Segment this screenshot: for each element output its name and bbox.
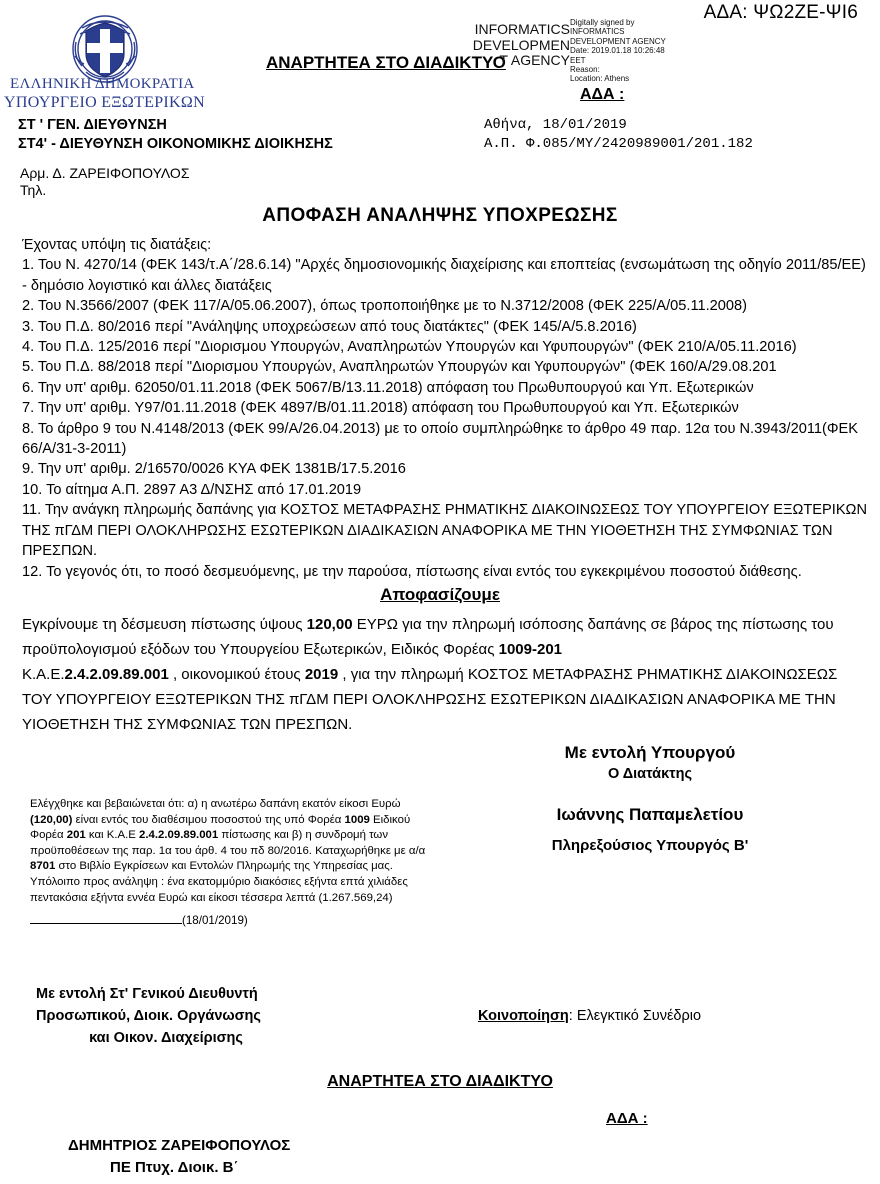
registry-number: 8701 bbox=[30, 860, 56, 873]
signature-location: Location: Athens bbox=[570, 74, 630, 84]
certification-text-6: στο Βιβλίο Εγκρίσεων και Εντολών Πληρωμής της Υπηρεσίας μας. bbox=[55, 860, 393, 873]
remaining-balance-text: Υπόλοιπο προς ανάληψη : ένα εκατομμύριο διακόσιες εξήντα επτά χιλιάδες πεντακόσια εξήντα εννέα Ευρώ και είκοσι τέσσερα λεπτά (1.267.569,24) bbox=[30, 875, 408, 904]
director-order-block bbox=[36, 983, 296, 1049]
fiscal-year: 2019 bbox=[304, 666, 339, 683]
digital-signature-stamp-title bbox=[466, 22, 570, 69]
provision-item: 2. Του Ν.3566/2007 (ΦΕΚ 117/Α/05.06.2007), όπως τροποποιήθηκε με το Ν.3712/2008 (ΦΕΚ 225/Α/05.11.2008) bbox=[22, 298, 747, 315]
ministry-label: ΥΠΟΥΡΓΕΙΟ ΕΞΩΤΕΡΙΚΩΝ bbox=[4, 94, 205, 111]
certification-special-agency: 201 bbox=[66, 829, 86, 842]
order-line-2: Προσωπικού, Διοικ. Οργάνωσης bbox=[36, 1008, 261, 1024]
decision-text-d: , για την πληρωμή ΚΟΣΤΟΣ ΜΕΤΑΦΡΑΣΗΣ ΡΗΜΑΤΙΚΗΣ ΔΙΑΚΟΙΝΩΣΕΩΣ ΤΟΥ ΥΠΟΥΡΓΕΙΟΥ ΕΞΩΤΕΡΙΚΩΝ ΤΗΣ πΓΔΜ ΠΕΡΙ ΟΛΟΚΛΗΡΩΣΗΣ ΕΣΩΤΕΡΙΚΩΝ ΔΙΑΔΙΚΑΣΙΩΝ ΑΝΑΦΟΡΙΚΑ ΜΕ ΤΗΝ ΥΙΟΘΕΤΗΣΗ ΤΗΣ ΣΥΜΦΩΝΙΑΣ ΤΩΝ ΠΡΕΣΠΩΝ. bbox=[22, 666, 838, 733]
signature-date: Date: 2019.01.18 10:26:48 bbox=[570, 46, 665, 56]
order-line-1: Με εντολή Στ' Γενικού Διευθυντή bbox=[36, 986, 258, 1002]
contact-person: Αρμ. Δ. ΖΑΡΕΙΦΟΠΟΥΛΟΣ bbox=[20, 165, 190, 181]
special-agency-code: 1009-201 bbox=[498, 641, 563, 658]
republic-label: ΕΛΛΗΝΙΚΗ ΔΗΜΟΚΡΑΤΙΑ bbox=[10, 76, 195, 92]
certification-date: (18/01/2019) bbox=[182, 914, 248, 928]
department-financial-administration: ΣΤ4' - ΔΙΕΥΘΥΝΣΗ ΟΙΚΟΝΟΜΙΚΗΣ ΔΙΟΙΚΗΣΗΣ bbox=[18, 136, 333, 152]
provision-item: 4. Του Π.Δ. 125/2016 περί "Διορισμου Υπουργών, Αναπληρωτών Υπουργών και Υφυπουργών" (ΦΕΚ 210/Α/05.11.2016) bbox=[22, 339, 797, 356]
provision-item: 5. Του Π.Δ. 88/2018 περί "Διορισμου Υπουργών, Αναπληρωτών Υπουργών και Υφυπουργών" (ΦΕΚ 160/Α/29.08.201 bbox=[22, 359, 777, 376]
provision-item: 3. Του Π.Δ. 80/2016 περί "Ανάληψης υποχρεώσεων από τους διατάκτες" (ΦΕΚ 145/Α/5.8.2016) bbox=[22, 318, 637, 335]
signature-line bbox=[30, 912, 182, 924]
authorizing-officer-role: Ο Διατάκτης bbox=[607, 766, 693, 782]
provisions-intro: Έχοντας υπόψη τις διατάξεις: bbox=[22, 237, 212, 253]
provision-item: 7. Την υπ' αριθμ. Υ97/01.11.2018 (ΦΕΚ 4897/Β/01.11.2018) απόφαση του Πρωθυπουργού και Υπ. Εξωτερικών bbox=[22, 400, 739, 417]
signer-org-1: INFORMATICS bbox=[570, 27, 625, 37]
kae-label: Κ.Α.Ε. bbox=[22, 666, 65, 683]
ada-label-top: ΑΔΑ : bbox=[580, 86, 625, 103]
provision-item: 9. Την υπ' αριθμ. 2/16570/0026 ΚΥΑ ΦΕΚ 1381Β/17.5.2016 bbox=[22, 461, 406, 478]
decision-text-a: Εγκρίνουμε τη δέσμευση πίστωσης ύψους bbox=[22, 616, 307, 633]
decision-text-c: , οικονομικού έτους bbox=[168, 666, 305, 683]
decision-heading: Αποφασίζουμε bbox=[380, 585, 500, 604]
stamp-line-1: INFORMATICS bbox=[474, 21, 570, 37]
notification-label: Κοινοποίηση bbox=[478, 1008, 569, 1024]
signer-name: Ιωάννης Παπαμελετίου bbox=[556, 805, 744, 824]
certification-signature-row bbox=[30, 912, 430, 930]
provision-item: 1. Του Ν. 4270/14 (ΦΕΚ 143/τ.Α΄/28.6.14) "Αρχές δημοσιονομικής διαχείρισης και εποπτείας (ενσωμάτωση της οδηγίο 2011/85/ΕΕ) - δημόσιο λογιστικό και άλλες διατάξεις bbox=[22, 257, 866, 294]
department-general-directorate: ΣΤ ' ΓΕΝ. ΔΙΕΥΘΥΝΣΗ bbox=[18, 117, 167, 133]
by-order-of-minister: Με εντολή Υπουργού bbox=[564, 743, 736, 762]
signature-timezone: EET bbox=[570, 55, 586, 65]
contact-telephone: Τηλ. bbox=[20, 182, 47, 198]
provision-item: 8. Το άρθρο 9 του Ν.4148/2013 (ΦΕΚ 99/Α/26.04.2013) με το οποίο συμπληρώθηκε το άρθρο 49 παρ. 12α του Ν.3943/2011(ΦΕΚ 66/Α/31-3-2011) bbox=[22, 420, 858, 458]
signer-org-2: DEVELOPMENT AGENCY bbox=[570, 36, 666, 46]
decision-text-b: ΕΥΡΩ για την πληρωμή ισόποσης δαπάνης σε βάρος της πίστωσης του προϋπολογισμού εξόδων του Υπουργείου Εξωτερικών, Ειδικός Φορέας bbox=[22, 616, 834, 658]
decision-body bbox=[22, 612, 866, 737]
greek-coat-of-arms-emblem bbox=[62, 12, 148, 86]
ada-code: ΑΔΑ: ΨΩ2ΖΕ-ΨΙ6 bbox=[703, 2, 858, 23]
clerk-name: ΔΗΜΗΤΡΙΟΣ ΖΑΡΕΙΦΟΠΟΥΛΟΣ bbox=[68, 1137, 291, 1154]
clerk-title: ΠΕ Πτυχ. Διοικ. Β΄ bbox=[110, 1159, 239, 1176]
protocol-number: Α.Π. Φ.085/ΜΥ/2420989001/201.182 bbox=[484, 136, 753, 152]
certification-amount: (120,00) bbox=[30, 813, 73, 826]
certification-text-4: και Κ.Α.Ε bbox=[85, 829, 140, 842]
city-and-date: Αθήνα, 18/01/2019 bbox=[484, 117, 627, 133]
stamp-line-3: T AGENCY bbox=[499, 52, 570, 68]
ada-label-bottom: ΑΔΑ : bbox=[606, 1110, 648, 1127]
certification-agency: 1009 bbox=[344, 813, 370, 826]
certification-block bbox=[30, 797, 430, 930]
notification-value: : Ελεγκτικό Συνέδριο bbox=[568, 1008, 702, 1024]
signed-by-line: Digitally signed by bbox=[570, 18, 635, 27]
certification-text-2: είναι εντός του διαθέσιμου ποσοστού της υπό Φορέα bbox=[72, 813, 345, 826]
provision-item: 11. Την ανάγκη πληρωμής δαπάνης για ΚΟΣΤΟΣ ΜΕΤΑΦΡΑΣΗΣ ΡΗΜΑΤΙΚΗΣ ΔΙΑΚΟΙΝΩΣΕΩΣ ΤΟΥ ΥΠΟΥΡΓΕΙΟΥ ΕΞΩΤΕΡΙΚΩΝ ΤΗΣ πΓΔΜ ΠΕΡΙ ΟΛΟΚΛΗΡΩΣΗΣ ΕΣΩΤΕΡΙΚΩΝ ΔΙΑΔΙΚΑΣΙΩΝ ΑΝΑΦΟΡΙΚΑ ΜΕ ΤΗΝ ΥΙΟΘΕΤΗΣΗ ΤΗΣ ΣΥΜΦΩΝΙΑΣ ΤΩΝ ΠΡΕΣΠΩΝ. bbox=[22, 502, 868, 560]
page-title: ΑΠΟΦΑΣΗ ΑΝΑΛΗΨΗΣ ΥΠΟΧΡΕΩΣΗΣ bbox=[262, 205, 618, 226]
provision-item: 6. Την υπ' αριθμ. 62050/01.11.2018 (ΦΕΚ 5067/Β/13.11.2018) απόφαση του Πρωθυπουργού και Υπ. Εξωτερικών bbox=[22, 379, 754, 396]
certification-kae: 2.4.2.09.89.001 bbox=[139, 829, 219, 842]
anartitea-header: ΑΝΑΡΤΗΤΕΑ ΣΤΟ ΔΙΑΔΙΚΤΥΟ bbox=[266, 53, 506, 72]
provision-item: 12. Το γεγονός ότι, το ποσό δεσμευόμενης, με την παρούσα, πίστωσης είναι εντός του εγκεκριμένου ποσοστού διάθεσης. bbox=[22, 563, 802, 580]
notification-line bbox=[478, 1008, 701, 1024]
anartitea-footer: ΑΝΑΡΤΗΤΕΑ ΣΤΟ ΔΙΑΔΙΚΤΥΟ bbox=[327, 1073, 553, 1090]
signature-reason: Reason: bbox=[570, 65, 600, 75]
signer-title: Πληρεξούσιος Υπουργός Β' bbox=[551, 837, 749, 854]
stamp-line-2: DEVELOPMEN bbox=[472, 36, 570, 53]
digital-signature-details bbox=[570, 18, 686, 84]
certification-text-1: Ελέγχθηκε και βεβαιώνεται ότι: α) η ανωτέρω δαπάνη εκατόν είκοσι Ευρώ bbox=[30, 798, 401, 810]
decision-amount: 120,00 bbox=[306, 616, 353, 633]
provision-item: 10. Το αίτημα Α.Π. 2897 Α3 Δ/ΝΣΗΣ από 17.01.2019 bbox=[22, 481, 362, 498]
provisions-list bbox=[22, 235, 870, 582]
certification-text-3: Ειδικού Φορέα bbox=[30, 813, 411, 842]
certification-text-5: πίστωσης και β) η συνδρομή των προϋποθέσεων της παρ. 1α του άρθ. 4 του πδ 80/2016. Καταχωρήθηκε με α/α bbox=[30, 829, 426, 857]
order-line-3: και Οικον. Διαχείρισης bbox=[89, 1030, 243, 1046]
kae-code: 2.4.2.09.89.001 bbox=[64, 666, 169, 683]
